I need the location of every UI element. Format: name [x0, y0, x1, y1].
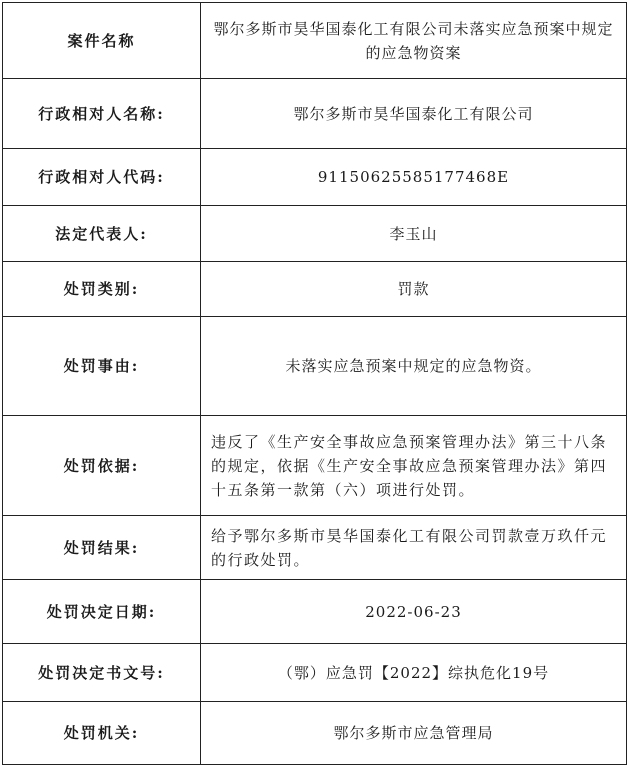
penalty-basis-label: 处罚依据:	[3, 416, 201, 516]
party-code-label: 行政相对人代码:	[3, 149, 201, 206]
penalty-result-label: 处罚结果:	[3, 516, 201, 580]
row-authority	[3, 702, 627, 765]
penalty-type-value: 罚款	[201, 262, 627, 317]
legal-rep-value: 李玉山	[201, 206, 627, 262]
row-party-name	[3, 79, 627, 149]
authority-label: 处罚机关:	[3, 702, 201, 765]
penalty-record-table	[2, 2, 627, 765]
row-party-code	[3, 149, 627, 206]
case-name-value: 鄂尔多斯市昊华国泰化工有限公司未落实应急预案中规定的应急物资案	[201, 3, 627, 79]
party-name-value: 鄂尔多斯市昊华国泰化工有限公司	[201, 79, 627, 149]
penalty-type-label: 处罚类别:	[3, 262, 201, 317]
row-penalty-type	[3, 262, 627, 317]
decision-doc-no-label: 处罚决定书文号:	[3, 644, 201, 702]
row-case-name	[3, 3, 627, 79]
row-legal-rep	[3, 206, 627, 262]
case-name-label: 案件名称	[3, 3, 201, 79]
row-decision-doc-no	[3, 644, 627, 702]
row-penalty-result	[3, 516, 627, 580]
decision-date-label: 处罚决定日期:	[3, 580, 201, 644]
penalty-basis-value: 违反了《生产安全事故应急预案管理办法》第三十八条的规定，依据《生产安全事故应急预案管理办法》第四十五条第一款第（六）项进行处罚。	[201, 416, 627, 516]
decision-doc-no-value: （鄂）应急罚【2022】综执危化19号	[201, 644, 627, 702]
row-penalty-reason	[3, 317, 627, 416]
party-name-label: 行政相对人名称:	[3, 79, 201, 149]
penalty-result-value: 给予鄂尔多斯市昊华国泰化工有限公司罚款壹万玖仟元的行政处罚。	[201, 516, 627, 580]
party-code-value: 91150625585177468E	[201, 149, 627, 206]
penalty-reason-value: 未落实应急预案中规定的应急物资。	[201, 317, 627, 416]
legal-rep-label: 法定代表人:	[3, 206, 201, 262]
decision-date-value: 2022-06-23	[201, 580, 627, 644]
authority-value: 鄂尔多斯市应急管理局	[201, 702, 627, 765]
row-penalty-basis	[3, 416, 627, 516]
penalty-reason-label: 处罚事由:	[3, 317, 201, 416]
row-decision-date	[3, 580, 627, 644]
